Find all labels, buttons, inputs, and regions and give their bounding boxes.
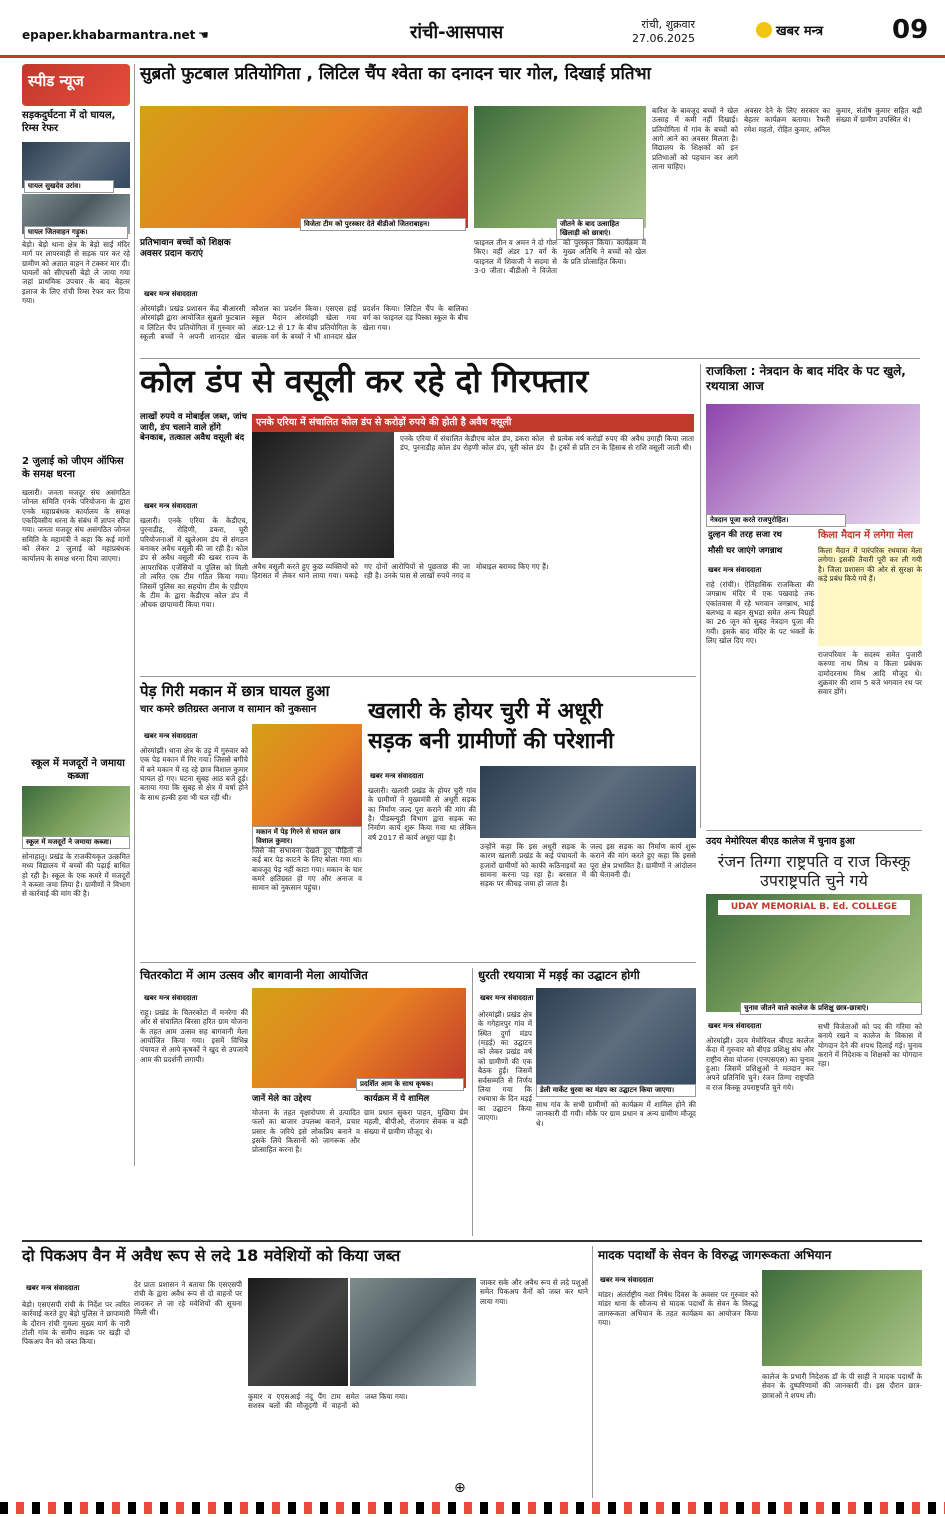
brand-logo: खबर मन्त्र xyxy=(776,24,824,39)
a8-photo xyxy=(252,988,466,1088)
a4-body: खलारी। खलारी प्रखंड के होयर चुरी गांव के ग्रामीणों ने मुख्यमंत्री से अधूरी सड़क का निर्माण जल्द पूरा कराने की मांग की है। पीडब्ल्यूडी विभाग द्वारा सड़क का निर्माण कार्य शुरू किया गया था लेकिन वर्ष 2017 से कार्य अधूरा पड़ा है। xyxy=(368,786,476,842)
a4-byline: खबर मन्त्र संवाददाता xyxy=(370,772,424,780)
a6-title: किला मैदान में लगेगा मेला xyxy=(818,530,913,541)
divider-2 xyxy=(140,676,696,677)
a3-body: ओरमांझी। थाना क्षेत्र के उड़ू में गुरुवार को एक पेड़ मकान में गिर गया। जिससे बगीचे में बने मकान में रह रहे छात्र विशाल कुमार घायल हो गए। घटना सुबह आठ बजे हुई। बताया गया कि सुबह से क्षेत्र में वर्षा होने के साथ हल्की हवा भी चल रही थी। xyxy=(140,746,248,802)
a5-body: राहे (रांची)। ऐतिहासिक राजकिला की जगन्नाथ मंदिर में एक पखवाड़े तक एकांतवास में रहे भगवान जगन्नाथ, भाई बलभद्र व बहन सुभद्रा समेत अन्य विग्रहों का 26 जून को सुबह नेत्रदान पूजा की गयी। इसके बाद मंदिर के पट भक्तों के लिए खोल दिए गए। xyxy=(706,580,814,646)
a2-body-2: एनके एरिया में संचालित केडीएच कोल डंप, डकरा कोल डंप, पुरनाडीह कोल डंप रोहणी कोल डंप, चूरी कोल डंप से प्रत्येक वर्ष करोड़ों रुपए की अवैध उगाही किया जाता है। ट्रकों से प्रति टन के हिसाब से राशि वसूली जाती थी। xyxy=(400,434,694,453)
a11-divider xyxy=(592,1246,593,1498)
cursor-icon: ☚ xyxy=(198,28,209,42)
a5-bullet-2: मौसी घर जाएंगे जगन्नाथ xyxy=(708,546,783,556)
sidebar-s1-title: सड़कदुर्घटना में दो घायल, रिम्स रेफर xyxy=(22,110,116,134)
a1-sub: प्रतिभावान बच्चों को शिक्षक अवसर प्रदान कराएं xyxy=(140,238,231,260)
a1-caption-1: विजेता टीम को पुरस्कार देते बीडीओ जितराबाहन। xyxy=(300,218,466,231)
a2-bullet: लाखों रुपये व मोबाईल जब्त, जांच जारी, डंप चलाने वाले होंगे बेनकाब, तत्काल अवैध वसूली बंद xyxy=(140,412,247,444)
sidebar-s2-title: 2 जुलाई को जीएम ऑफिस के समक्ष धरना xyxy=(22,456,124,480)
a4-body-2: उन्होंने कहा कि इस अधूरी सड़क के कारण खलारी प्रखंड के कई पंचायतों के हजारों ग्रामीणों को काफी कठिनाइयों का सामना करना पड़ रहा है। बरसात में सड़क पर कीचड़ जमा हो जाता है। xyxy=(480,842,586,889)
a10-body: बेड़ो। एसएसपी रांची के निर्देश पर त्वरित कार्रवाई करते हुए बेड़ो पुलिस ने छापामारी के दौरान रांची गुमला मुख्य मार्ग के नारी टोली गांव के समीप सड़क पर खड़ी दो पिकअप वैन को जब्त किया। xyxy=(22,1300,130,1347)
sidebar-photo-3 xyxy=(22,786,130,838)
a10-photo-2 xyxy=(350,1278,476,1386)
a11-photo xyxy=(762,1270,922,1366)
a2-byline: खबर मन्त्र संवाददाता xyxy=(144,502,198,510)
right-divider xyxy=(700,364,701,828)
a3-caption: मकान में पेड़ गिरने से घायल छात्र विशाल कुमार। xyxy=(252,826,362,848)
a7-byline: खबर मन्त्र संवाददाता xyxy=(708,1022,762,1030)
a8-caption: प्रदर्शित आम के साथ कृषक। xyxy=(356,1078,464,1091)
a11-byline: खबर मन्त्र संवाददाता xyxy=(600,1276,654,1284)
a11-body-2: कालेज के प्रभारी निदेशक डॉ के पी साही ने मादक पदार्थों के सेवन के दुष्परिणामों की जानकारी दी। इस दौरान छात्र-छात्राओं ने शपथ ली। xyxy=(762,1372,922,1400)
a1-body-4: अवसर देने के लिए सरकार का बेहतर कार्यक्रम बताया। रैफरी रमेश महतो, रोहित कुमार, अनिल कुमार, संतोष कुमार सहित बड़ी संख्या में ग्रामीण उपस्थित थे। xyxy=(744,106,922,134)
a5-caption: नेत्रदान पूजा करते राजपुरोहित। xyxy=(706,514,846,527)
a1-photo-2 xyxy=(474,106,646,228)
divider-4 xyxy=(22,1240,922,1242)
speed-news-logo: स्पीड न्यूज xyxy=(22,64,130,106)
a5-byline: खबर मन्त्र संवाददाता xyxy=(708,566,762,574)
registration-strip-bottom xyxy=(0,1502,945,1514)
a9-body-2: साथ गांव के सभी ग्रामीणों को कार्यक्रम में शामिल होने की जानकारी दी गयी। मौके पर ग्राम प्रधान व अन्य ग्रामीण मौजूद थे। xyxy=(536,1100,696,1128)
a10-body-2: देर प्रातः प्रशासन ने बताया कि एसएसपी रांची के द्वारा अवैध रूप से दो वाहनों पर लादकर ले जा रहे मवेशियों की सूचना मिली थी। xyxy=(134,1280,242,1318)
a3-byline: खबर मन्त्र संवाददाता xyxy=(144,732,198,740)
sidebar-s3-title: स्कूल में मजदूरों ने जमाया कब्जा xyxy=(31,758,125,782)
logo-icon xyxy=(756,22,772,38)
a2-body-3: अवैध वसूली करते हुए कुछ व्यक्तियों को हिरासत में लेकर थाने लाया गया। पकड़े गए दोनों आरोपियों से पूछताछ की जा रही है। उनके पास से लाखों रुपये नगद व मोबाइल बरामद किए गए हैं। xyxy=(252,562,549,581)
a2-title: कोल डंप से वसूली कर रहे दो गिरफ्तार xyxy=(140,362,589,400)
date-block xyxy=(632,18,695,46)
sidebar-s3-body: सोनाहातू। प्रखंड के राजकीयकृत उत्क्रमित मध्य विद्यालय में बच्चों की पढ़ाई बाधित हो रही है। स्कूल के एक कमरे में मजदूरों ने कब्जा जमा लिया है। ग्रामीणों ने विभाग से कार्रवाई की मांग की है। xyxy=(22,852,130,899)
sidebar-caption-3: स्कूल में मजदूरों ने जमाया कब्जा। xyxy=(22,836,130,849)
a4-body-3: जल्द इस सड़क का निर्माण कार्य शुरू कराने की मांग करते हुए कहा कि इससे पूरा क्षेत्र प्रभावित है। ग्रामीणों ने आंदोलन की चेतावनी दी। xyxy=(590,842,696,880)
a9-caption: डेली मार्केट धुरवा का मंडप का उद्घाटन किया जाएगा। xyxy=(536,1084,696,1097)
a7-banner: UDAY MEMORIAL B. Ed. COLLEGE xyxy=(718,900,910,915)
sidebar-caption-2: घायल जितवाहन गड़ुक। xyxy=(24,226,128,239)
a1-title: सुब्रतो फुटबाल प्रतियोगिता , लिटिल चैंप श्वेता का दनादन चार गोल, दिखाई प्रतिभा xyxy=(140,64,651,84)
a3-body-2: जिसे की संभावना देखते हुए पीड़ितों से कई बार पेड़ काटने के लिए बोला गया था। बावजूद पेड़ नहीं काटा गया। मकान के चार कमरे क्षतिग्रस्त हो गए और अनाज व सामान को नुकसान पहुंचा। xyxy=(252,846,362,893)
a8-body: राहू। प्रखंड के चितरकोटा में मनरेगा की ओर से संचालित बिरसा हरित ग्राम योजना के तहत आम उत्सव सह बागवानी मेला आयोजित किया गया। इसमें विभिन्न पंचायत से आये कृषकों ने खुद से उपजाये आम की प्रदर्शनी लगायी। xyxy=(140,1008,248,1064)
a8-body-2: योजना के तहत वृक्षारोपण से उत्पादित फलों का बाजार उपलब्ध कराने, प्रचार प्रसार के जरिये इसे लोकप्रिय बनाने व इसके लिये किसानों को जागरूक और प्रोत्साहित करना है। xyxy=(252,1108,360,1155)
a9-title: धुरती रथयात्रा में मड़ई का उद्घाटन होगी xyxy=(478,968,640,982)
a4-title-1: खलारी के होयर चुरी में अधूरी xyxy=(368,699,603,724)
a8-sub-1: जानें मेले का उद्देश्य xyxy=(252,1094,311,1104)
sidebar-s2-body: खलारी। जनता मजदूर संघ असंगठित जोनल समिति एनके परियोजना के द्वारा एनके महाप्रबंधक कार्यालय के समक्ष एकदिवसीय धरना के संबंध में ज्ञापन सौंपा गया। जनता मजदूर संघ असंगठित जोनल समिति के महामंत्री ने कहा कि कई मांगों को लेकर 2 जुलाई को महाप्रबंधक कार्यालय के समक्ष धरना दिया जाएगा। xyxy=(22,488,130,563)
a7-title: उदय मेमोरियल बीएड कालेज में चुनाव हुआ xyxy=(706,836,855,847)
a1-body-2: फाइनल तीन व अमन ने दो गोल किए। वहीं अंडर 17 वर्ग के फाइनल में शिवाजी ने सदमा से 3-0 जीता। बीडीओ ने विजेता को पुरस्कृत किया। कार्यक्रम में मुख्य अतिथि ने बच्चों को खेल के प्रति प्रोत्साहित किया। xyxy=(474,238,646,276)
a6-body-2: राजपरिवार के सदस्य समेत पुजारी करुणा नाथ मिश्र व किला प्रबंधक दामोदरनाथ मिश्र आदि मौजूद थे। शुक्रवार की शाम 5 बजे भगवान रथ पर सवार होंगे। xyxy=(818,650,922,697)
divider-a7 xyxy=(706,830,922,831)
a1-caption-2: जीतने के बाद उत्साहित खिलाड़ी को छात्राएं। xyxy=(556,218,644,240)
date: 27.06.2025 xyxy=(632,31,695,45)
a5-bullet-1: दुल्हन की तरह सजा रथ xyxy=(708,530,782,540)
a1-photo-1 xyxy=(140,106,468,228)
a3-sub: चार कमरे छतिग्रस्त अनाज व सामान को नुकसान xyxy=(140,704,317,715)
a7-body-2: सभी विजेताओं को पद की गरिमा को बनाये रखने व कालेज के विकास में योगदान देने की शपथ दिलाई गई। चुनाव कराने में निदेशक व शिक्षकों का योगदान रहा। xyxy=(818,1022,922,1069)
a10-photo-1 xyxy=(248,1278,348,1386)
a7-big: रंजन तिग्गा राष्ट्रपति व राज किस्कू उपराष्ट्रपति चुने गये xyxy=(717,852,911,891)
sidebar-caption-1: घायल सुखदेव उरांव। xyxy=(24,180,114,193)
a8-title: चितरकोटा में आम उत्सव और बागवानी मेला आयोजित xyxy=(140,968,368,982)
a9-photo xyxy=(536,988,696,1094)
a11-title: मादक पदार्थों के सेवन के विरुद्ध जागरूकता अभियान xyxy=(598,1248,832,1262)
a8-sub-2: कार्यक्रम में ये शामिल xyxy=(364,1094,430,1104)
page-header xyxy=(0,0,945,58)
a5-title: राजकिला : नेत्रदान के बाद मंदिर के पट खुले, रथयात्रा आज xyxy=(706,364,906,393)
divider-1 xyxy=(140,358,920,359)
a9-divider xyxy=(472,968,473,1236)
section-title: रांची-आसपास xyxy=(410,22,504,43)
a4-photo xyxy=(480,766,696,838)
sidebar-s1-body: बेड़ो। बेड़ो थाना क्षेत्र के बेड़ो साईं मंदिर मार्ग पर लापरवाही से सड़क पार कर रहे ग्रामीण को अज्ञात वाहन ने टक्कर मार दी। घायलों को सीएचसी बेड़ो ले जाया गया जहां प्राथमिक उपचार के बाद बेहतर इलाज के लिए रांची रिम्स रेफर कर दिया गया। xyxy=(22,240,130,306)
a4-title-2: सड़क बनी ग्रामीणों की परेशानी xyxy=(368,729,614,754)
divider-3 xyxy=(140,962,696,963)
a10-body-3: कुमार व एएसआई नंदू पैंग टाम समेत सशस्त्र बलों की मौजूदगी में वाहनों को जब्त किया गया। xyxy=(248,1392,408,1411)
a8-byline: खबर मन्त्र संवाददाता xyxy=(144,994,198,1002)
crosshair-icon: ⊕ xyxy=(454,1480,466,1496)
a11-body: मांडर। अंतर्राष्ट्रीय नशा निषेध दिवस के अवसर पर गुरुवार को मांडर थाना के सौजन्य से मादक पदार्थों के सेवन के विरुद्ध जागरूकता अभियान के तहत कार्यक्रम का आयोजन किया गया। xyxy=(598,1290,758,1328)
a9-byline: खबर मन्त्र संवाददाता xyxy=(480,994,534,1002)
a10-title: दो पिकअप वैन में अवैध रूप से लदे 18 मवेशियों को किया जब्त xyxy=(22,1246,401,1265)
a1-body-3: बारिश के बावजूद बच्चों ने खेल उत्साह में कमी नहीं दिखाई। प्रतियोगिता में गांव के बच्चों को आगे आने का अवसर मिलता है। विद्यालय के शिक्षकों को इन प्रतिभाओं को पहचान कर आगे लाना चाहिए। xyxy=(652,106,738,172)
a10-byline: खबर मन्त्र संवाददाता xyxy=(26,1284,80,1292)
city-day: रांची, शुक्रवार xyxy=(641,18,695,31)
a1-byline: खबर मन्त्र संवाददाता xyxy=(144,290,198,298)
a8-body-3: ग्राम प्रधान सुकरा पाहन, मुखिया प्रेम महली, बीपीओ, रोजगार सेवक व बड़ी संख्या में ग्रामीण मौजूद थे। xyxy=(364,1108,468,1136)
page-number: 09 xyxy=(892,15,929,45)
a2-photo xyxy=(252,432,394,558)
sidebar-divider xyxy=(134,64,135,1166)
a3-photo xyxy=(252,724,362,840)
a2-red-subhead: एनके एरिया में संचालित कोल डंप से करोड़ों रुपये की होती है अवैध वसूली xyxy=(252,414,694,432)
a9-body: ओरमांझी। प्रखंड क्षेत्र के गगेहारपुर गांव में स्थित दुर्गा मंडप (मड़ई) का उद्घाटन को लेकर प्रखंड वर्ष को ग्रामीणों की एक बैठक हुई। जिसमें सर्वसम्मति से निर्णय लिया गया कि रथयात्रा के दिन मड़ई का उद्घाटन किया जाएगा। xyxy=(478,1010,532,1122)
site-url[interactable]: epaper.khabarmantra.net xyxy=(22,28,196,42)
a2-body: खलारी। एनके एरिया के केडीएच, पुरनाडीह, रोहिणी, डकरा, चूरी परियोजनाओं में खुलेआम डंप से संगठन बनाकर अवैध वसूली की जा रही है। कोल डंप से अवैध वसूली की खबर राज्य के आपराधिक एजेंसियों व पुलिस को मिली तो त्वरित एक टीम गठित किया गया। जिसमें पुलिस का सहयोग टीम के एडीएम के टीम के द्वारा केडीएच कोल डंप में औचक छापामारी किया गया। xyxy=(140,516,248,610)
a10-body-4: जाकर सके और अवैध रूप से लदे पशुओं समेत पिकअप वैनों को जब्त कर थाने लाया गया। xyxy=(480,1278,588,1306)
a3-title: पेड़ गिरी मकान में छात्र घायल हुआ xyxy=(140,682,330,700)
a7-body: ओरमांझी। उदय मेमोरियल बीएड कालेज केंदा में गुरुवार को बीएड प्रशिक्षु संघ और राष्ट्रीय सेवा योजना (एनएसएस) का चुनाव हुआ। जिसमें प्रशिक्षुओं ने मतदान कर अपने प्रतिनिधि चुने। रंजन तिग्गा राष्ट्रपति व राज किस्कू उपराष्ट्रपति चुने गये। xyxy=(706,1036,814,1092)
a7-caption: चुनाव जीतने वाले कालेज के प्रशिक्षु छात्र-छात्राएं। xyxy=(740,1002,922,1015)
a6-body: किला मैदान में पारंपरिक रथयात्रा मेला लगेगा। इसकी तैयारी पूरी कर ली गयी है। जिला प्रशासन की ओर से सुरक्षा के कड़े प्रबंध किये गये हैं। xyxy=(818,546,922,646)
a1-body: ओरमांझी। प्रखंड प्रशासन केंद्र बीआरसी ओरमांझी द्वारा आयोजित सुब्रतो फुटबाल व लिटिल चैंप प्रतियोगिता में गुरुवार को स्कूली बच्चों ने अपनी शानदार खेल कौशल का प्रदर्शन किया। एसएस हाई स्कूल मैदान ओरमांझी खेला गया अंडर-12 से 17 के बीच प्रतियोगिता के बालक वर्ग के बच्चों ने भी शानदार खेल प्रदर्शन किया। लिटिल चैंप के बालिका वर्ग का फाइनल दड़ पिस्का स्कूल के बीच खेला गया। xyxy=(140,304,468,342)
a5-photo xyxy=(706,404,920,524)
